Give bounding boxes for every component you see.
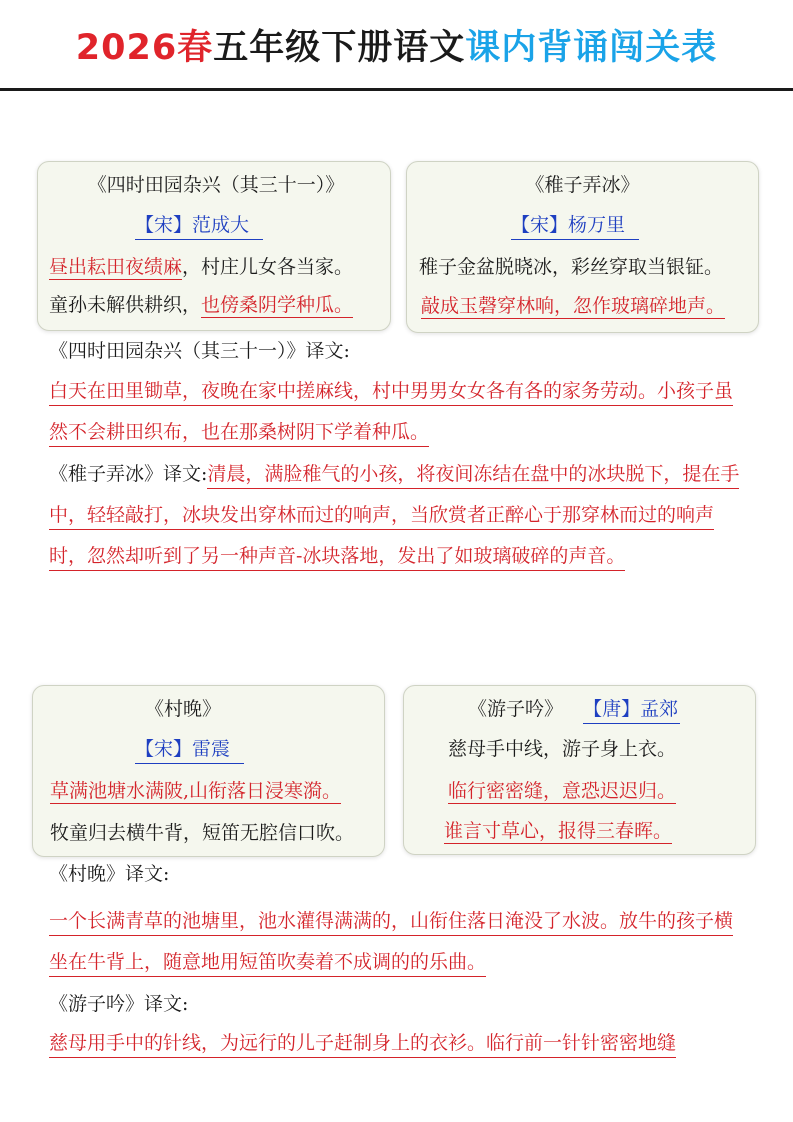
poem-author: 【唐】孟郊 bbox=[583, 695, 680, 724]
poem-card-zhizi bbox=[406, 161, 759, 333]
poem-line bbox=[419, 253, 723, 281]
poem-line-underlined: 谁言寸草心，报得三春晖。 bbox=[444, 820, 673, 842]
poem-title: 《稚子弄冰》 bbox=[525, 174, 640, 196]
title-subject: 课内背诵闯关表 bbox=[465, 28, 718, 68]
page-header bbox=[0, 0, 793, 92]
translation-label: 《村晚》译文: bbox=[49, 863, 170, 885]
poem-line-underlined: 草满池塘水满陂,山衔落日浸寒漪。 bbox=[50, 780, 342, 802]
poem-card-cunwan bbox=[32, 685, 385, 857]
poem-title: 《游子吟》 bbox=[468, 698, 564, 720]
translation-text bbox=[49, 901, 749, 983]
translation-label: 《游子吟》译文: bbox=[49, 993, 189, 1015]
poem-line-underlined: 昼出耘田夜绩麻 bbox=[49, 256, 183, 278]
poem-card-sishi bbox=[37, 161, 391, 331]
poem-title: 《村晚》 bbox=[144, 698, 221, 720]
poem-author: 【宋】杨万里 bbox=[511, 211, 639, 240]
poem-line-plain: ，村庄儿女各当家。 bbox=[182, 256, 354, 278]
poem-line-plain: 慈母手中线，游子身上衣。 bbox=[448, 738, 677, 760]
translation-text bbox=[49, 1023, 749, 1064]
poem-line bbox=[444, 817, 672, 845]
poem-line bbox=[421, 292, 725, 320]
poem-line-underlined: 也傍桑阴学种瓜。 bbox=[201, 294, 354, 316]
poem-line-underlined: 临行密密缝，意恐迟迟归。 bbox=[448, 780, 677, 802]
poem-line bbox=[448, 735, 676, 763]
header-divider bbox=[0, 88, 793, 91]
translation-body: 清晨，满脸稚气的小孩，将夜间冻结在盘中的冰块脱下，提在手中，轻轻敲打，冰块发出穿林而过的响声，当欣赏者正醉心于那穿林而过的响声时，忽然却听到了另一种声音-冰块落地，发出了如玻璃破碎的声音。 bbox=[49, 463, 739, 571]
poem-line bbox=[50, 819, 354, 847]
poem-title-row bbox=[468, 695, 680, 724]
title-year: 2026春 bbox=[75, 28, 214, 68]
poem-line bbox=[49, 253, 353, 281]
page-title bbox=[0, 22, 793, 74]
translation-block bbox=[49, 454, 749, 577]
poem-line-underlined: 敲成玉磬穿林响，忽作玻璃碎地声。 bbox=[421, 295, 726, 317]
poem-line bbox=[49, 291, 353, 319]
translation-text bbox=[49, 371, 749, 453]
poem-line-plain: 童孙未解供耕织， bbox=[49, 294, 202, 316]
title-grade: 五年级下册语文 bbox=[213, 28, 466, 68]
poem-card-youziyin bbox=[403, 685, 756, 855]
translation-label: 《四时田园杂兴（其三十一）》译文: bbox=[49, 340, 350, 362]
poem-line bbox=[50, 777, 341, 805]
translation-body: 慈母用手中的针线，为远行的儿子赶制身上的衣衫。临行前一针针密密地缝 bbox=[49, 1032, 676, 1058]
poem-title: 《四时田园杂兴（其三十一）》 bbox=[87, 174, 345, 196]
poem-author-row bbox=[511, 211, 639, 240]
poem-line-plain: 稚子金盆脱晓冰，彩丝穿取当银钲。 bbox=[419, 256, 724, 278]
poem-author: 【宋】范成大 bbox=[135, 211, 263, 240]
poem-line-plain: 牧童归去横牛背，短笛无腔信口吹。 bbox=[50, 822, 355, 844]
translation-body: 白天在田里锄草，夜晚在家中搓麻线，村中男男女女各有各的家务劳动。小孩子虽然不会耕田织布，也在那桑树阴下学着种瓜。 bbox=[49, 380, 733, 447]
poem-line bbox=[448, 777, 676, 805]
translation-body: 一个长满青草的池塘里，池水灌得满满的，山衔住落日淹没了水波。放牛的孩子横坐在牛背上，随意地用短笛吹奏着不成调的的乐曲。 bbox=[49, 910, 733, 977]
poem-author-row bbox=[135, 211, 263, 240]
translation-label: 《稚子弄冰》译文: bbox=[49, 463, 208, 485]
poem-author-row bbox=[135, 735, 244, 764]
poem-author: 【宋】雷震 bbox=[135, 735, 244, 764]
